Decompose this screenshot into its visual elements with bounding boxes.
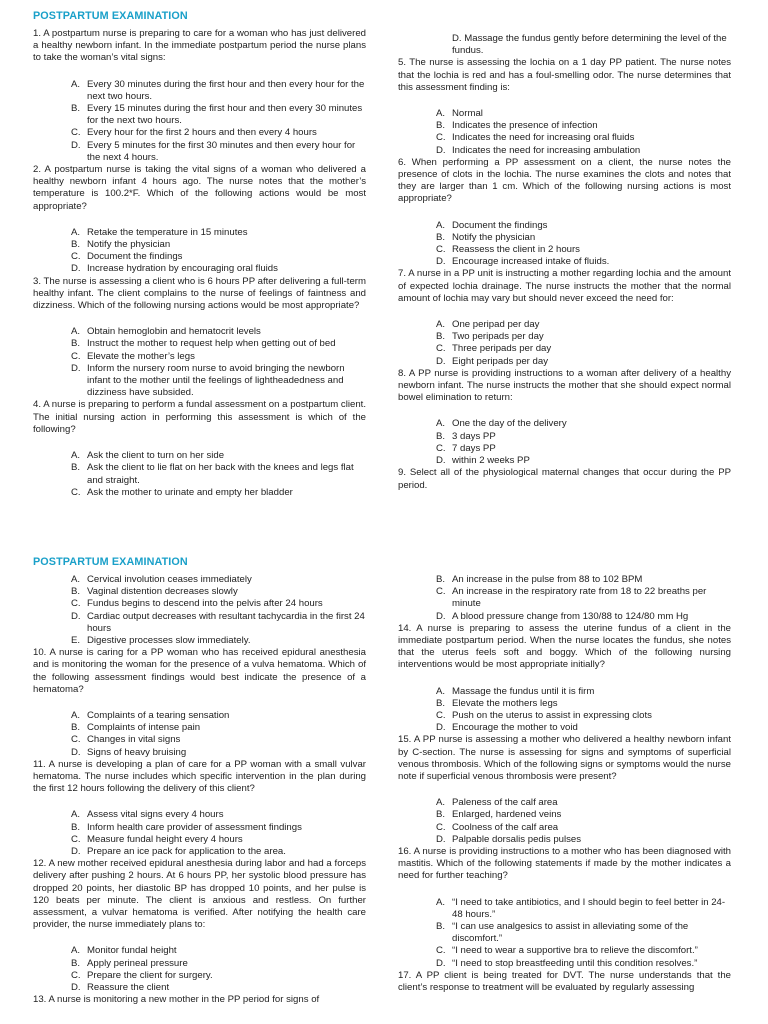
answer-options bbox=[398, 574, 731, 623]
question-stem: 8. A PP nurse is providing instructions to a woman after delivery of a healthy newborn infant. The nurse instructs the mother that she should expect normal bowel elimination to return: bbox=[398, 367, 731, 404]
answer-option[interactable]: C. Prepare the client for surgery. bbox=[71, 969, 213, 981]
answer-options bbox=[33, 326, 366, 399]
question-3 bbox=[33, 276, 366, 400]
answer-option[interactable]: D. Inform the nursery room nurse to avoid bringing the newborn infant to the mother until the feelings of lightheadedness and dizziness have subsided. bbox=[71, 362, 345, 399]
question-13 bbox=[33, 994, 366, 1006]
answer-option[interactable]: D. Increase hydration by encouraging oral fluids bbox=[71, 263, 278, 275]
answer-option[interactable]: E. Digestive processes slow immediately. bbox=[71, 635, 251, 647]
question-stem: 12. A new mother received epidural anesthesia during labor and had a forceps delivery after pushing 2 hours. At 6 hours PP, her systolic blood pressure has dropped 20 points, her diastolic BP has dropped 10 points, and her pulse is 120 beats per minute. The client is anxious and restless. On further assessment, a vulvar hematoma is verified. After notifying the health care provider, the nurse immediately plans to: bbox=[33, 858, 366, 931]
answer-options bbox=[398, 220, 731, 269]
question-1 bbox=[33, 28, 366, 164]
answer-option[interactable]: A. Cervical involution ceases immediately bbox=[71, 574, 252, 585]
question-stem: 7. A nurse in a PP unit is instructing a mother regarding lochia and the amount of expected lochia drainage. The nurse instructs the mother that the normal amount of lochia may vary but should never exceed the need for: bbox=[398, 268, 731, 304]
question-stem: 3. The nurse is assessing a client who is 6 hours PP after delivering a full-term healthy infant. The client complains to the nurse of feelings of faintness and dizziness. Which of the following nursing actions would be most appropriate? bbox=[33, 275, 366, 312]
answer-option[interactable]: A. Document the findings bbox=[436, 219, 548, 231]
answer-option[interactable]: A. One peripad per day bbox=[436, 319, 540, 331]
answer-option[interactable]: B. 3 days PP bbox=[436, 430, 496, 442]
answer-option[interactable]: C. Document the findings bbox=[71, 251, 183, 263]
answer-option[interactable]: B. Ask the client to lie flat on her back with the knees and legs flat and straight. bbox=[71, 462, 354, 486]
question-7 bbox=[398, 268, 731, 367]
question-stem: 14. A nurse is preparing to assess the uterine fundus of a client in the immediate postpartum period. When the nurse locates the fundus, she notes that the uterus feels soft and boggy. Which of the following nursing interventions would be most appropriate initially? bbox=[398, 622, 731, 671]
answer-option[interactable]: B. Notify the physician bbox=[436, 231, 536, 243]
answer-options bbox=[398, 686, 731, 735]
question-stem: 4. A nurse is preparing to perform a fundal assessment on a postpartum client. The initial nursing action in performing this assessment is which of the following? bbox=[33, 399, 366, 435]
answer-option[interactable]: D. within 2 weeks PP bbox=[436, 455, 530, 467]
question-stem: 15. A PP nurse is assessing a mother who delivered a healthy newborn infant by C-section. The nurse is assessing for signs and symptoms of superficial venous thrombosis. Which of the following signs or symptoms would the nurse note if superficial venous thrombosis were present? bbox=[398, 734, 731, 783]
question-8 bbox=[398, 368, 731, 467]
left-column-2 bbox=[33, 556, 366, 1007]
answer-option[interactable]: C. Ask the mother to urinate and empty her bladder bbox=[71, 486, 293, 498]
answer-options bbox=[33, 79, 366, 164]
question-15 bbox=[398, 734, 731, 846]
question-16 bbox=[398, 846, 731, 970]
answer-option[interactable]: C. Fundus begins to descend into the pelvis after 24 hours bbox=[71, 598, 323, 610]
page-section-2 bbox=[0, 556, 768, 1024]
answer-options bbox=[33, 227, 366, 276]
question-2 bbox=[33, 164, 366, 276]
answer-option[interactable]: A. Paleness of the calf area bbox=[436, 797, 558, 809]
answer-option[interactable]: D. Massage the fundus gently before determining the level of the fundus. bbox=[452, 33, 727, 57]
question-stem: 16. A nurse is providing instructions to a mother who has been diagnosed with mastitis. Which of the following statements if made by the mother indicates a need for further teaching? bbox=[398, 846, 731, 882]
question-stem: 6. When performing a PP assessment on a client, the nurse notes the presence of clots in the lochia. The nurse examines the clots and notes that they are larger than 1 cm. Which of the following nursing actions is most appropriate? bbox=[398, 156, 731, 205]
question-stem: 5. The nurse is assessing the lochia on a 1 day PP patient. The nurse notes that the lochia is red and has a foul-smelling odor. The nurse determines that this assessment finding is: bbox=[398, 57, 731, 93]
answer-option[interactable]: B. Enlarged, hardened veins bbox=[436, 809, 562, 821]
question-6 bbox=[398, 157, 731, 269]
left-column-1 bbox=[33, 10, 366, 499]
question-stem: 9. Select all of the physiological maternal changes that occur during the PP period. bbox=[398, 467, 731, 491]
answer-options bbox=[33, 710, 366, 759]
answer-option[interactable]: C. Reassess the client in 2 hours bbox=[436, 244, 580, 256]
answer-option[interactable]: B. Indicates the presence of infection bbox=[436, 120, 598, 132]
answer-option[interactable]: A. Massage the fundus until it is firm bbox=[436, 685, 595, 697]
answer-options bbox=[33, 809, 366, 858]
right-column-1 bbox=[398, 10, 731, 492]
answer-option[interactable]: D. Eight peripads per day bbox=[436, 355, 548, 367]
question-stem: 2. A postpartum nurse is taking the vital signs of a woman who delivered a healthy newborn infant 4 hours ago. The nurse notes that the mother’s temperature is 100.2*F. Which of the following actions would be most appropriate? bbox=[33, 164, 366, 212]
answer-option[interactable]: A. Monitor fundal height bbox=[71, 945, 177, 957]
answer-option[interactable]: A. Retake the temperature in 15 minutes bbox=[71, 226, 248, 238]
page-section-1 bbox=[0, 10, 768, 540]
answer-option[interactable]: A. Complaints of a tearing sensation bbox=[71, 710, 230, 722]
question-5 bbox=[398, 57, 731, 156]
answer-option[interactable]: B. Elevate the mothers legs bbox=[436, 697, 558, 709]
question-14 bbox=[398, 623, 731, 735]
answer-options bbox=[398, 897, 731, 970]
answer-option[interactable]: C. Push on the uterus to assist in expressing clots bbox=[436, 710, 652, 722]
answer-options bbox=[398, 108, 731, 157]
right-column-2 bbox=[398, 556, 731, 994]
answer-option[interactable]: C. Indicates the need for increasing oral fluids bbox=[436, 132, 635, 144]
answer-option[interactable]: B. Every 15 minutes during the first hour and then every 30 minutes for the next two hours. bbox=[71, 103, 363, 127]
section-title: POSTPARTUM EXAMINATION bbox=[33, 556, 188, 568]
answer-option[interactable]: D. Every 5 minutes for the first 30 minutes and then every hour for the next 4 hours. bbox=[71, 139, 356, 163]
answer-options bbox=[33, 574, 366, 647]
answer-options bbox=[398, 418, 731, 467]
answer-option[interactable]: A. Assess vital signs every 4 hours bbox=[71, 809, 224, 821]
answer-options bbox=[33, 945, 366, 994]
answer-option[interactable]: D. Encourage increased intake of fluids. bbox=[436, 256, 610, 268]
answer-option[interactable]: B. Complaints of intense pain bbox=[71, 722, 201, 734]
answer-option[interactable]: A. Normal bbox=[436, 108, 483, 120]
answer-option[interactable]: B. An increase in the pulse from 88 to 102 BPM bbox=[436, 574, 643, 585]
answer-option[interactable]: C. “I need to wear a supportive bra to relieve the discomfort.” bbox=[436, 945, 698, 957]
answer-option[interactable]: A. Obtain hemoglobin and hematocrit levels bbox=[71, 326, 261, 338]
answer-option[interactable]: B. Vaginal distention decreases slowly bbox=[71, 586, 238, 598]
answer-option[interactable]: C. Changes in vital signs bbox=[71, 734, 181, 746]
answer-option[interactable]: A. One the day of the delivery bbox=[436, 418, 567, 430]
answer-option[interactable]: C. Three peripads per day bbox=[436, 343, 552, 355]
answer-option[interactable]: D. Reassure the client bbox=[71, 982, 170, 994]
answer-option[interactable]: D. Indicates the need for increasing ambulation bbox=[436, 144, 641, 156]
answer-option[interactable]: C. 7 days PP bbox=[436, 442, 496, 454]
question-stem: 10. A nurse is caring for a PP woman who has received epidural anesthesia and is monitoring the woman for the presence of a vulva hematoma. Which of the following assessment findings would best indicate the presence of a hematoma? bbox=[33, 647, 366, 695]
answer-option[interactable]: B. Inform health care provider of assessment findings bbox=[71, 821, 302, 833]
answer-option[interactable]: C. Every hour for the first 2 hours and then every 4 hours bbox=[71, 127, 317, 139]
answer-option[interactable]: B. Instruct the mother to request help when getting out of bed bbox=[71, 338, 336, 350]
question-11 bbox=[33, 759, 366, 858]
question-stem: 17. A PP client is being treated for DVT. The nurse understands that the client’s response to treatment will be evaluated by regularly assessing bbox=[398, 969, 731, 994]
question-4 bbox=[33, 399, 366, 498]
question-10 bbox=[33, 647, 366, 759]
question-stem: 13. A nurse is monitoring a new mother in the PP period for signs of bbox=[33, 994, 320, 1006]
question-stem: 11. A nurse is developing a plan of care for a PP woman with a small vulvar hematoma. The nurse includes which specific intervention in the plan during the first 12 hours following the delivery of this client? bbox=[33, 758, 366, 795]
answer-option[interactable]: C. Measure fundal height every 4 hours bbox=[71, 833, 243, 845]
answer-option[interactable]: C. Coolness of the calf area bbox=[436, 821, 559, 833]
question-12 bbox=[33, 858, 366, 994]
answer-option[interactable]: D. Palpable dorsalis pedis pulses bbox=[436, 833, 582, 845]
answer-option[interactable]: B. Notify the physician bbox=[71, 239, 171, 251]
answer-option[interactable]: D. Encourage the mother to void bbox=[436, 722, 578, 734]
answer-option[interactable]: D. A blood pressure change from 130/88 to 124/80 mm Hg bbox=[436, 610, 689, 622]
question-stem: 1. A postpartum nurse is preparing to care for a woman who has just delivered a healthy newborn infant. In the immediate postpartum period the nurse plans to take the woman’s vital signs: bbox=[33, 28, 366, 64]
answer-options bbox=[398, 319, 731, 368]
answer-option[interactable]: A. Every 30 minutes during the first hour and then every hour for the next two hours. bbox=[71, 78, 365, 102]
answer-option[interactable]: B. “I can use analgesics to assist in alleviating some of the discomfort.” bbox=[436, 921, 689, 945]
answer-option[interactable]: D. “I need to stop breastfeeding until this condition resolves.” bbox=[436, 957, 698, 969]
answer-option[interactable]: A. “I need to take antibiotics, and I should begin to feel better in 24-48 hours.” bbox=[436, 896, 726, 920]
question-9 bbox=[398, 467, 731, 491]
answer-option[interactable]: D. Prepare an ice pack for application to the area. bbox=[71, 846, 286, 858]
answer-options bbox=[33, 450, 366, 499]
answer-option[interactable]: A. Ask the client to turn on her side bbox=[71, 450, 225, 462]
question-17 bbox=[398, 970, 731, 994]
answer-option[interactable]: C. Elevate the mother’s legs bbox=[71, 350, 195, 362]
answer-options bbox=[398, 797, 731, 846]
answer-option[interactable]: B. Apply perineal pressure bbox=[71, 957, 188, 969]
answer-option[interactable]: D. Cardiac output decreases with resultant tachycardia in the first 24 hours bbox=[71, 610, 365, 634]
section-title: POSTPARTUM EXAMINATION bbox=[33, 10, 188, 22]
answer-option[interactable]: C. An increase in the respiratory rate from 18 to 22 breaths per minute bbox=[436, 586, 707, 610]
answer-option[interactable]: D. Signs of heavy bruising bbox=[71, 746, 187, 758]
answer-option[interactable]: B. Two peripads per day bbox=[436, 331, 544, 343]
